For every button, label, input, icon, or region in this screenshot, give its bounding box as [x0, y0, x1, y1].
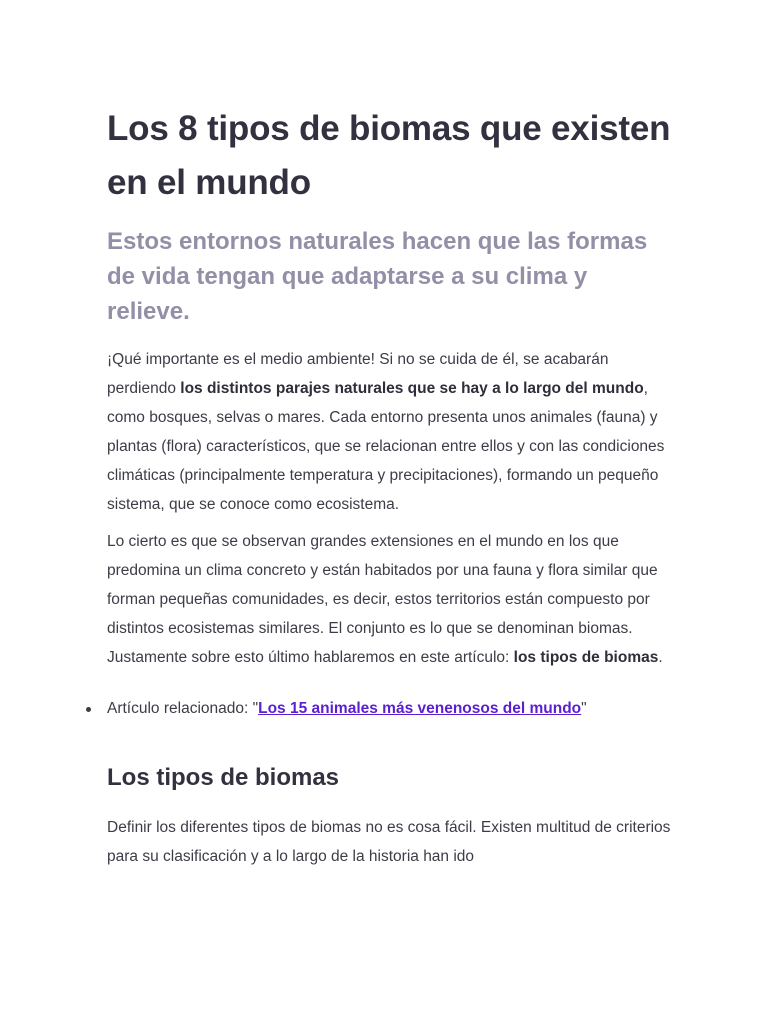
biomes-bold-text: los tipos de biomas [513, 649, 659, 666]
biomes-text-start: Lo cierto es que se observan grandes extensiones en el mundo en los que predomina un clima concreto y están habitados por una fauna y flora similar que forman pequeñas comunidades, es decir, estos territorios están compuesto por distintos ecosistemas similares. El conjunto es lo que se denominan biomas. Justamente sobre esto último hablaremos en este artículo: [107, 533, 658, 666]
intro-text-end: , como bosques, selvas o mares. Cada entorno presenta unos animales (fauna) y plantas (flora) característicos, que se relacionan entre ellos y con las condiciones climáticas (principalmente temperatura y precipitaciones), formando un pequeño sistema, que se conoce como ecosistema. [107, 380, 665, 513]
related-article-item [107, 694, 672, 723]
article-subtitle: Estos entornos naturales hacen que las formas de vida tengan que adaptarse a su clima y relieve. [107, 228, 648, 325]
related-suffix: " [581, 700, 587, 717]
section-paragraph: Definir los diferentes tipos de biomas no es cosa fácil. Existen multitud de criterios para su clasificación y a lo largo de la historia han ido [107, 819, 671, 865]
related-article-link[interactable]: Los 15 animales más venenosos del mundo [258, 700, 582, 717]
related-prefix: Artículo relacionado: " [107, 700, 259, 717]
biomes-text-end: . [658, 649, 663, 666]
related-articles-list [107, 694, 672, 723]
article-title: Los 8 tipos de biomas que existen en el mundo [107, 109, 671, 202]
biomes-paragraph [107, 527, 672, 672]
intro-paragraph [107, 345, 672, 519]
section-heading: Los tipos de biomas [107, 764, 340, 791]
intro-bold-text: los distintos parajes naturales que se hay a lo largo del mundo [180, 380, 644, 397]
intro-text-start: ¡Qué importante es el medio ambiente! Si no se cuida de él, se acabarán perdiendo [107, 351, 609, 397]
